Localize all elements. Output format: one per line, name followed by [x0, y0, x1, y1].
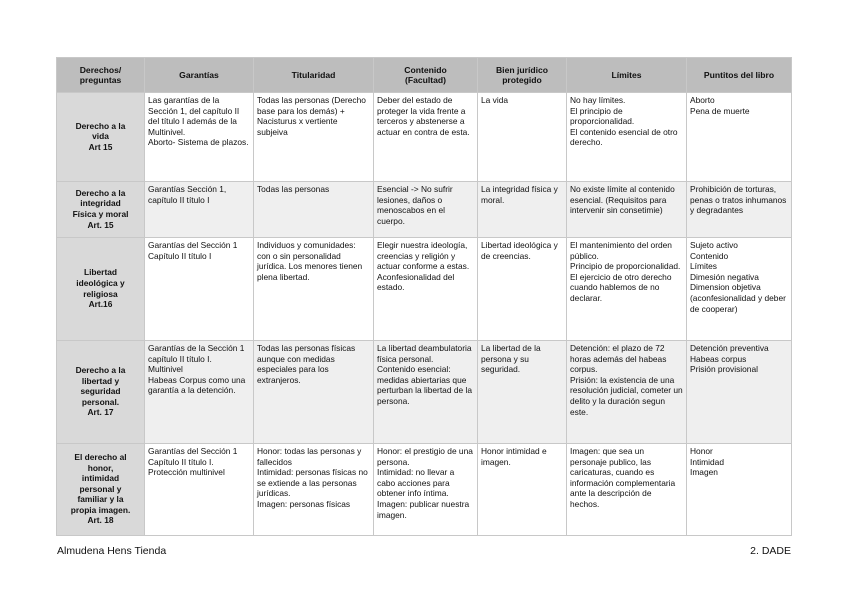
puntitos-cell: Aborto Pena de muerte	[687, 93, 792, 182]
row-derecho-cell: Derecho a la integridad Física y moral Art. 15	[57, 182, 145, 238]
limites-cell: Detención: el plazo de 72 horas además del habeas corpus. Prisión: la existencia de una resolución judicial, cometer un delito y la duración segun este.	[567, 341, 687, 444]
rights-table	[56, 57, 792, 536]
header-garantias: Garantías	[145, 58, 254, 93]
bien-juridico-cell: Honor intimidad e imagen.	[478, 444, 567, 536]
titularidad-cell: Todas las personas (Derecho base para los demás) + Nacisturus x vertiente subjeiva	[254, 93, 374, 182]
limites-cell: No existe límite al contenido esencial. (Requisitos para intervenir sin consetimie)	[567, 182, 687, 238]
contenido-cell: Honor: el prestigio de una persona. Intimidad: no llevar a cabo acciones para obtener info íntima. Imagen: publicar nuestra imagen.	[374, 444, 478, 536]
garantias-cell: Las garantías de la Sección 1, del capítulo II del título I además de la Multinivel. Aborto- Sistema de plazos.	[145, 93, 254, 182]
puntitos-cell: Sujeto activo Contenido Límites Dimesión negativa Dimension objetiva (aconfesionalidad y deber de cooperar)	[687, 238, 792, 341]
header-titularidad: Titularidad	[254, 58, 374, 93]
row-derecho-cell: Derecho a la libertad y seguridad personal. Art. 17	[57, 341, 145, 444]
puntitos-cell: Prohibición de torturas, penas o tratos inhumanos y degradantes	[687, 182, 792, 238]
titularidad-cell: Individuos y comunidades: con o sin personalidad jurídica. Los menores tienen plena libertad.	[254, 238, 374, 341]
table-row	[57, 341, 792, 444]
header-limites: Límites	[567, 58, 687, 93]
header-derechos: Derechos/ preguntas	[57, 58, 145, 93]
footer-course: 2. DADE	[750, 545, 791, 557]
titularidad-cell: Todas las personas físicas aunque con medidas especiales para los extranjeros.	[254, 341, 374, 444]
puntitos-cell: Honor Intimidad Imagen	[687, 444, 792, 536]
garantias-cell: Garantías del Sección 1 Capítulo II título I. Protección multinivel	[145, 444, 254, 536]
garantias-cell: Garantías Sección 1, capítulo II título I	[145, 182, 254, 238]
row-derecho-cell: Derecho a la vida Art 15	[57, 93, 145, 182]
table-row	[57, 93, 792, 182]
limites-cell: No hay límites. El principio de proporcionalidad. El contenido esencial de otro derecho.	[567, 93, 687, 182]
bien-juridico-cell: Libertad ideológica y de creencias.	[478, 238, 567, 341]
row-derecho-cell: Libertad ideológica y religiosa Art.16	[57, 238, 145, 341]
bien-juridico-cell: La vida	[478, 93, 567, 182]
table-row	[57, 238, 792, 341]
bien-juridico-cell: La libertad de la persona y su seguridad.	[478, 341, 567, 444]
table-row	[57, 182, 792, 238]
contenido-cell: Deber del estado de proteger la vida frente a terceros y abstenerse a actuar en contra de esta.	[374, 93, 478, 182]
header-bien-juridico: Bien jurídico protegido	[478, 58, 567, 93]
contenido-cell: La libertad deambulatoria física personal. Contenido esencial: medidas abiertarias que perturban la libertad de la persona.	[374, 341, 478, 444]
titularidad-cell: Honor: todas las personas y fallecidos Intimidad: personas físicas no se extiende a las personas jurídicas. Imagen: personas físicas	[254, 444, 374, 536]
garantias-cell: Garantías de la Sección 1 capítulo II título I. Multinivel Habeas Corpus como una garantía a la detención.	[145, 341, 254, 444]
row-derecho-cell: El derecho al honor, intimidad personal y familiar y la propia imagen. Art. 18	[57, 444, 145, 536]
header-row	[57, 58, 792, 93]
header-puntitos: Puntitos del libro	[687, 58, 792, 93]
contenido-cell: Esencial -> No sufrir lesiones, daños o menoscabos en el cuerpo.	[374, 182, 478, 238]
contenido-cell: Elegir nuestra ideología, creencias y religión y actuar conforme a estas. Aconfesionalidad del estado.	[374, 238, 478, 341]
header-contenido: Contenido (Facultad)	[374, 58, 478, 93]
bien-juridico-cell: La integridad física y moral.	[478, 182, 567, 238]
garantias-cell: Garantías del Sección 1 Capítulo II título I	[145, 238, 254, 341]
limites-cell: El mantenimiento del orden público. Principio de proporcionalidad. El ejercicio de otro derecho cuando hablemos de no declarar.	[567, 238, 687, 341]
titularidad-cell: Todas las personas	[254, 182, 374, 238]
puntitos-cell: Detención preventiva Habeas corpus Prisión provisional	[687, 341, 792, 444]
table-row	[57, 444, 792, 536]
limites-cell: Imagen: que sea un personaje publico, las caricaturas, cuando es información complementaria ante la descripción de hechos.	[567, 444, 687, 536]
footer-author: Almudena Hens Tienda	[57, 545, 167, 557]
